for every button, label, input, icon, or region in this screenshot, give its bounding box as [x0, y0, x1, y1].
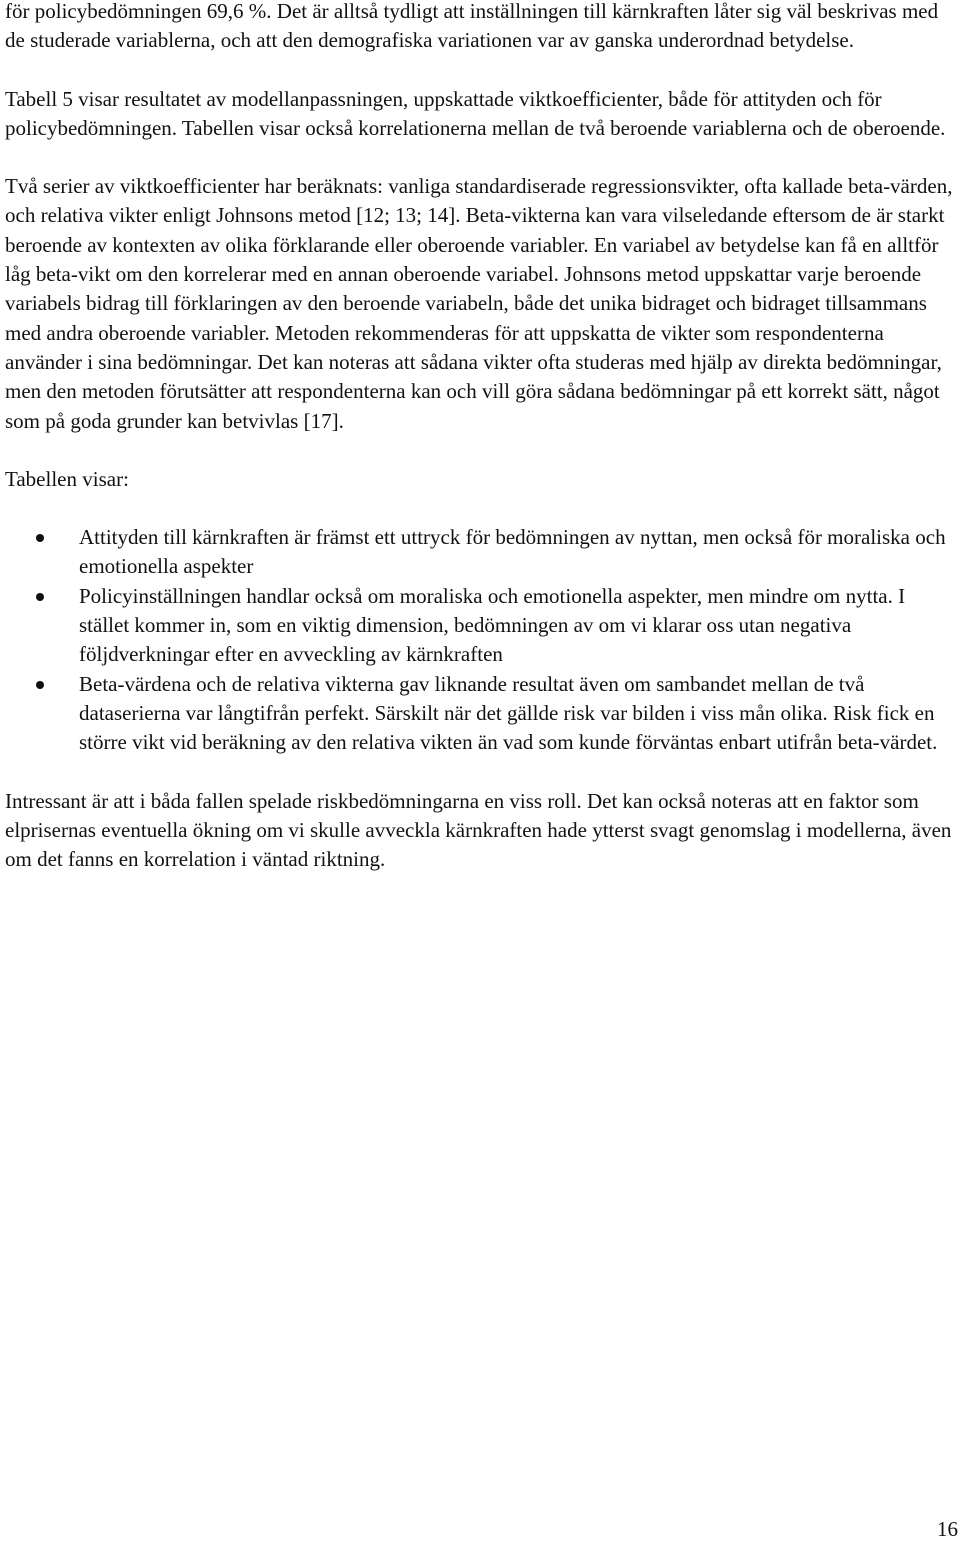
- bullet-text: Attityden till kärnkraften är främst ett uttryck för bedömningen av nyttan, men också för moraliska och emotionella aspekter: [79, 525, 946, 579]
- bullet-icon: [36, 681, 44, 689]
- paragraph-policy-summary: för policybedömningen 69,6 %. Det är alltså tydligt att inställningen till kärnkraften låter sig väl beskrivas med de studerade variablerna, och att den demografiska variationen var av ganska underordnad betydelse.: [5, 0, 939, 53]
- document-page: [5, 0, 957, 874]
- list-item: [5, 523, 957, 582]
- bullet-text: Policyinställningen handlar också om moraliska och emotionella aspekter, men mindre om nytta. I stället kommer in, som en viktig dimension, bedömningen av om vi klarar oss utan negativa följdverkningar efter en avveckling av kärnkraften: [79, 583, 906, 667]
- list-item: [5, 670, 957, 758]
- bullet-icon: [36, 534, 44, 542]
- findings-bullet-list: [5, 523, 957, 757]
- bullet-text: Beta-värdena och de relativa vikterna gav liknande resultat även om sambandet mellan de två dataserierna var långtifrån perfekt. Särskilt när det gällde risk var bilden i viss mån olika. Risk fick en större vikt vid beräkning av den relativa vikten än vad som kunde förväntas enbart utifrån beta-värdet.: [79, 671, 938, 755]
- bullet-icon: [36, 593, 44, 601]
- paragraph-table-shows: Tabellen visar:: [5, 466, 129, 491]
- paragraph-risk-conclusion: Intressant är att i båda fallen spelade riskbedömningarna en viss roll. Det kan också noteras att en faktor som elprisernas eventuella ökning om vi skulle avveckla kärnkraften hade ytterst svagt genomslag i modellerna, även om det fanns en korrelation i väntad riktning.: [5, 788, 952, 872]
- page-number: 16: [937, 1517, 958, 1541]
- paragraph-weight-coefficients: Två serier av viktkoefficienter har beräknats: vanliga standardiserade regressionsvikter, ofta kallade beta-värden, och relativa vikter enligt Johnsons metod [12; 13; 14]. Beta-vikterna kan vara vilseledande eftersom de är starkt beroende av kontexten av olika förklarande eller oberoende variabler. En variabel av betydelse kan få en alltför låg beta-vikt om den korrelerar med en annan oberoende variabel. Johnsons metod uppskattar varje beroende variabels bidrag till förklaringen av den beroende variabeln, både det unika bidraget och bidraget tillsammans med andra oberoende variabler. Metoden rekommenderas för att uppskatta de vikter som respondenterna använder i sina bedömningar. Det kan noteras att sådana vikter ofta studeras med hjälp av direkta bedömningar, men den metoden förutsätter att respondenterna kan och vill göra sådana bedömningar på ett korrekt sätt, något som på goda grunder kan betvivlas [17].: [5, 174, 953, 433]
- list-item: [5, 582, 957, 670]
- paragraph-table-5-intro: Tabell 5 visar resultatet av modellanpassningen, uppskattade viktkoefficienter, både för attityden och för policybedömningen. Tabellen visar också korrelationerna mellan de två beroende variablerna och de oberoende.: [5, 86, 946, 140]
